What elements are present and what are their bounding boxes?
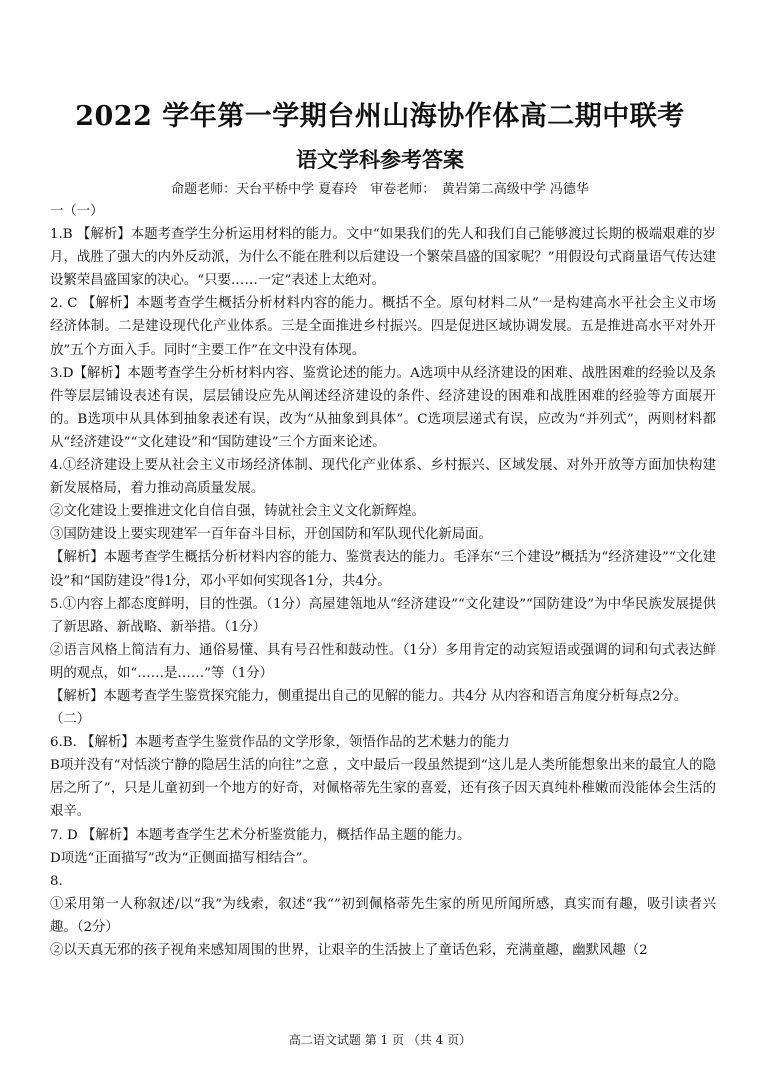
- answer-paragraph: ②以天真无邪的孩子视角来感知周围的世界，让艰辛的生活披上了童话色彩，充满童趣，幽默风趣（2: [50, 943, 648, 958]
- page-subtitle: 语文学科参考答案: [296, 147, 464, 172]
- answer-paragraph: 3.D【解析】本题考查学生分析材料内容、鉴赏论述的能力。A选项中从经济建设的困难、战胜困难的经验以及条件等层层铺设表述有误，层层铺设应先从阐述经济建设的条件、经济建设的困难和战胜困难的经验等方面展开的。B选项中从具体到抽象表述有误，改为“从抽象到具体”。C选项层递式有误，应改为“并列式”，两则材料都从“经济建设”“文化建设”和“国防建设”三个方面来论述。: [50, 365, 716, 450]
- answer-paragraph: 2. C 【解析】本题考查学生概括分析材料内容的能力。概括不全。原句材料二从“一是构建高水平社会主义市场经济体制。二是建设现代化产业体系。三是全面推进乡村振兴。四是促进区域协调发展。五是推进高水平对外开放”五个方面入手。同时“主要工作”在文中没有体现。: [50, 296, 716, 358]
- answer-paragraph: 7. D 【解析】本题考查学生艺术分析鉴赏能力，概括作品主题的能力。: [50, 827, 471, 843]
- answer-paragraph: 【解析】本题考查学生概括分析材料内容的能力、鉴赏表达的能力。毛泽东“三个建设”概括为“经济建设”“文化建设”和“国防建设”得1分，邓小平如何实现各1分，共4分。: [50, 550, 716, 589]
- answer-paragraph: 1.B 【解析】本题考查学生分析运用材料的能力。文中“如果我们的先人和我们自己能够渡过长期的极端艰难的岁月，战胜了强大的内外反动派，为什么不能在胜利以后建设一个繁荣昌盛的国家呢？”用假设句式商量语气传达建设繁荣昌盛国家的决心。“只要……一定”表述上太绝对。: [50, 227, 716, 289]
- section-heading: （二）: [50, 712, 91, 728]
- answer-paragraph: 4.①经济建设上要从社会主义市场经济体制、现代化产业体系、乡村振兴、区域发展、对外开放等方面加快构建新发展格局，着力推动高质量发展。: [50, 458, 716, 497]
- answer-paragraph: ③国防建设上要实现建军一百年奋斗目标，开创国防和军队现代化新局面。: [50, 527, 492, 543]
- answer-body: [50, 200, 716, 962]
- answer-paragraph: ①采用第一人称叙述/以“我”为线索，叙述“我“”初到佩格蒂先生家的所见所闻所感，真实而有趣，吸引读者兴趣。（2分）: [50, 896, 716, 935]
- answer-paragraph: ②语言风格上简洁有力、通俗易懂、具有号召性和鼓动性。（1分）多用肯定的动宾短语或强调的词和句式表达鲜明的观点，如“……是……”等（1分）: [50, 642, 716, 681]
- answer-paragraph: 6.B. 【解析】本题考查学生鉴赏作品的文学形象，领悟作品的艺术魅力的能力: [50, 735, 510, 751]
- answer-paragraph: 【解析】本题考查学生鉴赏探究能力，侧重提出自己的见解的能力。共4分 从内容和语言角度分析每点2分。: [50, 688, 688, 704]
- author-line: 命题老师：天台平桥中学 夏春玲 审卷老师： 黄岩第二高级中学 冯德华: [171, 182, 589, 197]
- answer-paragraph: 5.①内容上都态度鲜明，目的性强。（1分）高屋建瓴地从“经济建设”“文化建设”“国防建设”为中华民族发展提供了新思路、新战略、新举措。（1分）: [50, 596, 716, 635]
- answer-paragraph: B项并没有“对恬淡宁静的隐居生活的向往”之意 ，文中最后一段虽然提到“这儿是人类所能想象出来的最宜人的隐居之所了”，只是儿童初到一个地方的好奇，对佩格蒂先生家的喜爱，还有孩子因天真纯朴稚嫩而没能体会生活的艰辛。: [50, 758, 716, 820]
- section-heading: 一（一）: [50, 204, 104, 219]
- answer-paragraph: 8.: [50, 873, 63, 889]
- answer-paragraph: ②文化建设上要推进文化自信自强，铸就社会主义文化新辉煌。: [50, 504, 425, 520]
- answer-paragraph: D项选“正面描写”改为“正侧面描写相结合”。: [50, 850, 316, 866]
- page-title: 2022 学年第一学期台州山海协作体高二期中联考: [75, 101, 685, 132]
- page-footer: 高二语文试题 第 1 页 （共 4 页）: [288, 1033, 472, 1047]
